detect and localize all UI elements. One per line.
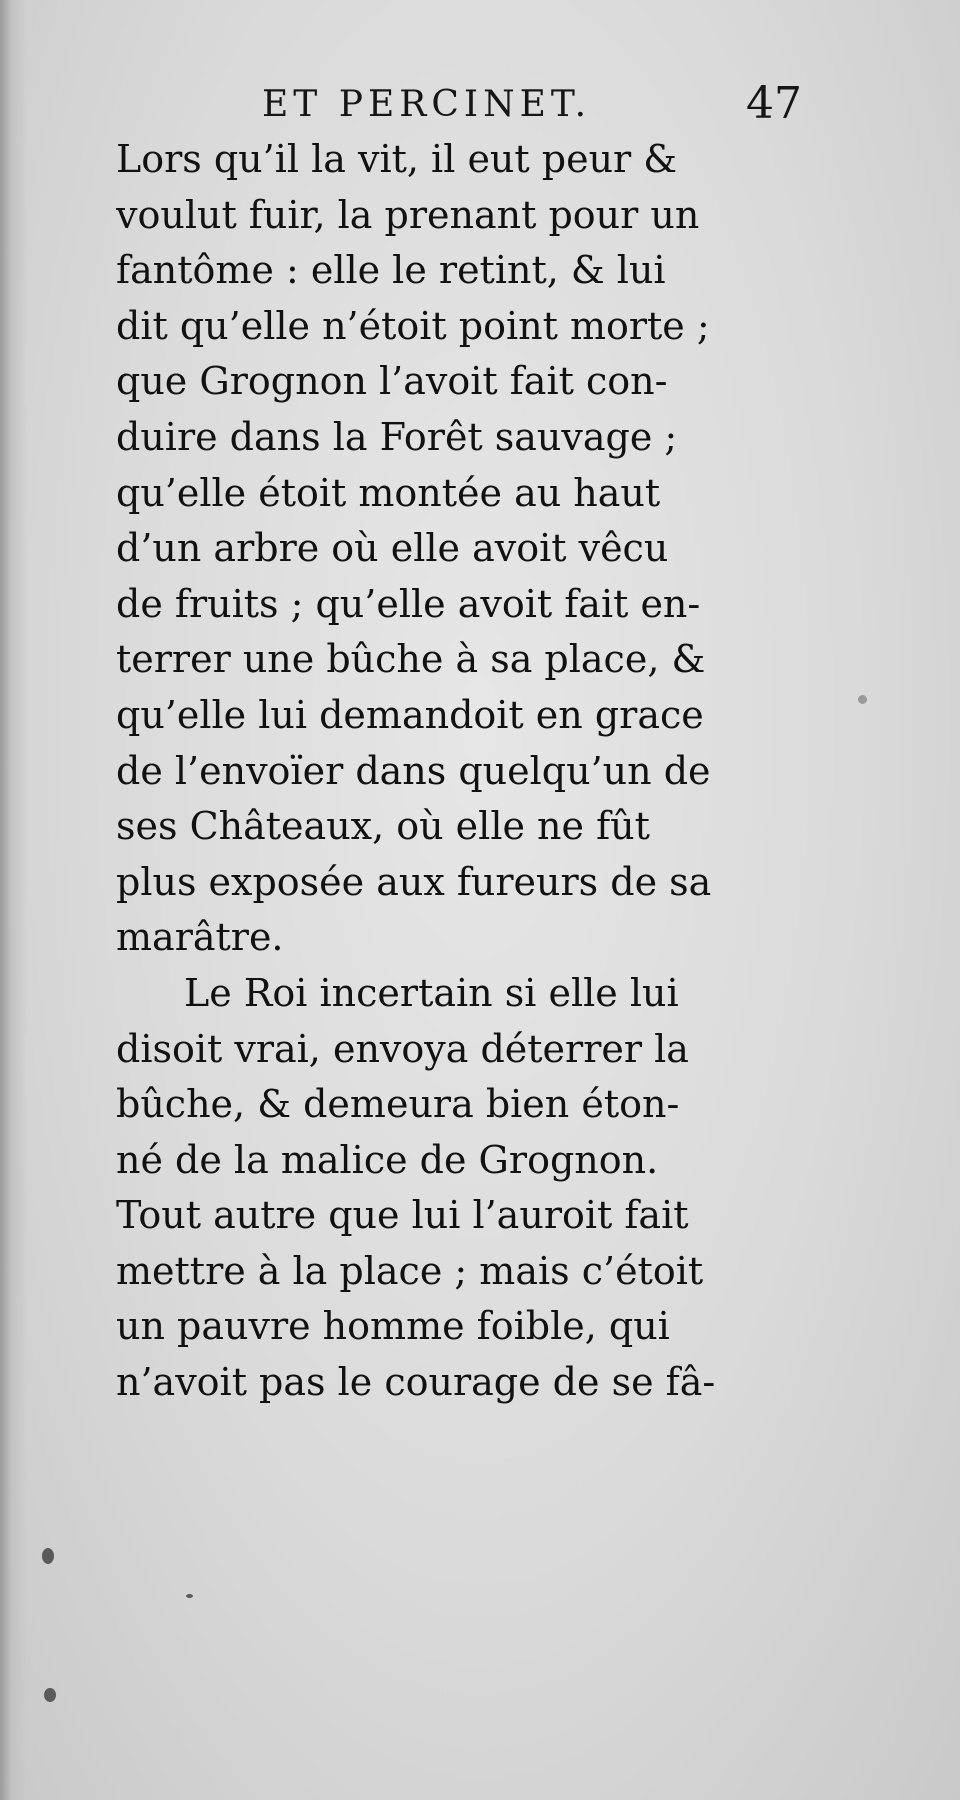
text-line: disoit vrai, envoya déterrer la <box>116 1026 689 1071</box>
text-line: duire dans la Forêt sauvage ; <box>116 414 678 459</box>
text-line: plus exposée aux fureurs de sa <box>116 859 712 904</box>
text-line: Tout autre que lui l’auroit fait <box>116 1193 689 1238</box>
text-line: mettre à la place ; mais c’étoit <box>116 1248 704 1293</box>
text-line: né de la malice de Grognon. <box>116 1137 659 1182</box>
text-line: marâtre. <box>116 915 284 960</box>
page-number: 47 <box>746 78 802 129</box>
ink-spot <box>186 1594 193 1598</box>
text-line: n’avoit pas le courage de se fâ- <box>116 1360 716 1405</box>
page-header <box>262 78 802 134</box>
text-line: de l’envoïer dans quelqu’un de <box>116 748 711 793</box>
text-line: de fruits ; qu’elle avoit fait en- <box>116 581 701 626</box>
text-line: d’un arbre où elle avoit vêcu <box>116 526 669 571</box>
ink-spot <box>44 1688 56 1702</box>
text-line: fantôme : elle le retint, & lui <box>116 248 666 293</box>
body-text <box>116 132 788 1411</box>
text-line: bûche, & demeura bien éton- <box>116 1082 680 1127</box>
running-head: ET PERCINET. <box>262 84 592 125</box>
text-line: dit qu’elle n’étoit point morte ; <box>116 303 710 348</box>
text-line: voulut fuir, la prenant pour un <box>116 192 700 237</box>
text-line: qu’elle étoit montée au haut <box>116 470 661 515</box>
text-line: qu’elle lui demandoit en grace <box>116 692 704 737</box>
text-line: que Grognon l’avoit fait con- <box>116 359 668 404</box>
text-line: un pauvre homme foible, qui <box>116 1304 670 1349</box>
text-line: Lors qu’il la vit, il eut peur & <box>116 137 678 181</box>
ink-spot <box>858 695 867 704</box>
paragraph-start-line: Le Roi incertain si elle lui <box>184 970 679 1015</box>
page-gutter-shadow <box>0 0 28 1800</box>
ink-spot <box>42 1548 54 1564</box>
text-line: ses Châteaux, où elle ne fût <box>116 804 650 849</box>
text-line: terrer une bûche à sa place, & <box>116 637 706 682</box>
